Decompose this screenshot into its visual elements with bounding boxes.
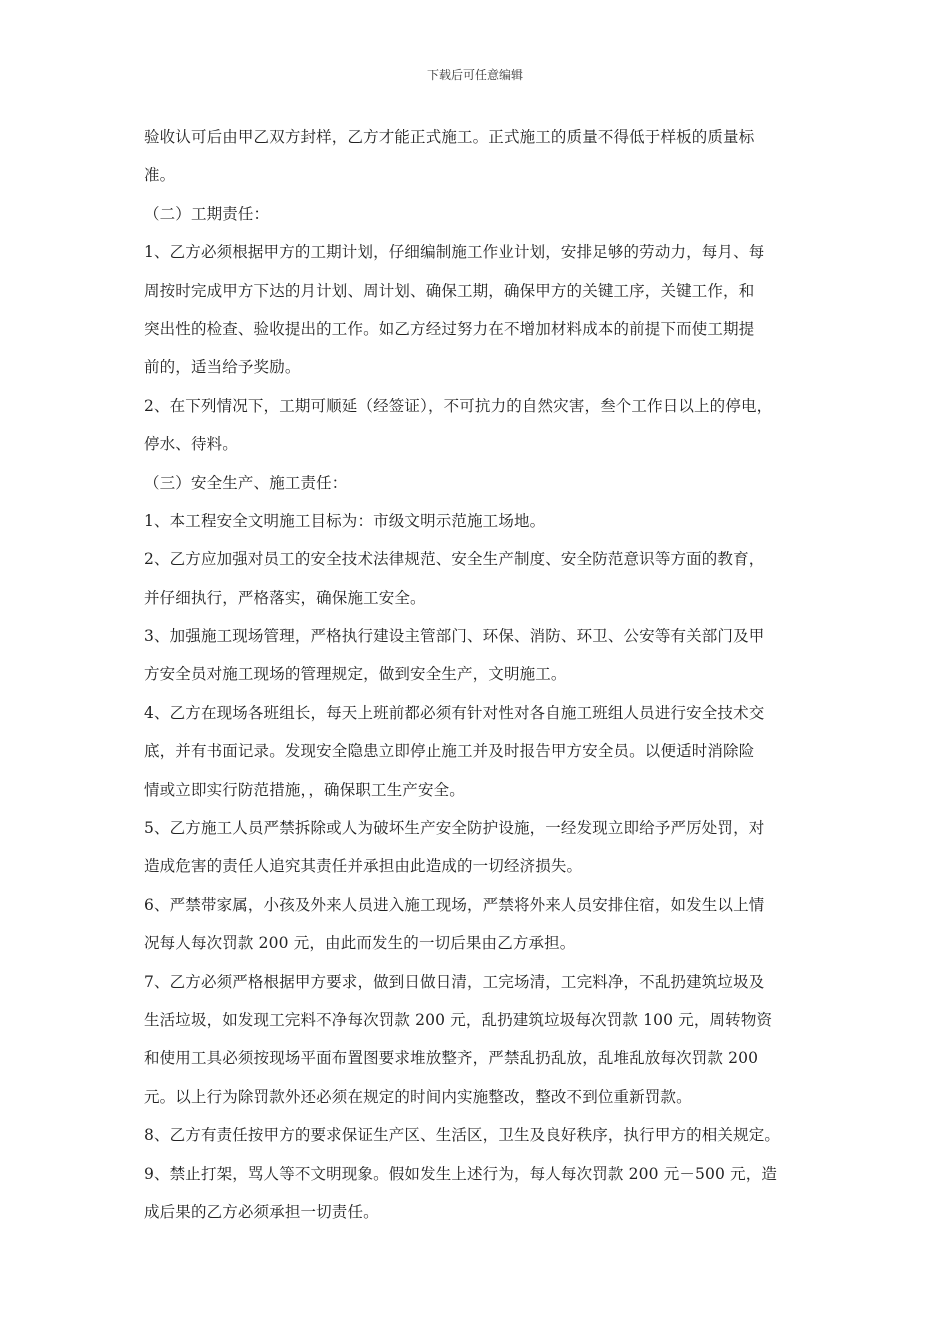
page-header: 下载后可任意编辑	[426, 68, 523, 82]
text-line: 底，并有书面记录。发现安全隐患立即停止施工并及时报告甲方安全员。以便适时消除险	[144, 742, 755, 761]
text-line: 9、禁止打架，骂人等不文明现象。假如发生上述行为，每人每次罚款 200 元－500 元，造	[144, 1164, 778, 1183]
text-line: 生活垃圾，如发现工完料不净每次罚款 200 元，乱扔建筑垃圾每次罚款 100 元，周转物资	[144, 1010, 773, 1029]
text-line: 周按时完成甲方下达的月计划、周计划、确保工期，确保甲方的关键工序，关键工作，和	[144, 281, 755, 300]
text-line: 2、在下列情况下，工期可顺延（经签证），不可抗力的自然灾害，叁个工作日以上的停电，	[144, 396, 773, 415]
text-line: 况每人每次罚款 200 元，由此而发生的一切后果由乙方承担。	[144, 934, 576, 953]
section-heading: （二）工期责任：	[144, 204, 270, 223]
text-line: 6、严禁带家属，小孩及外来人员进入施工现场，严禁将外来人员安排住宿，如发生以上情	[144, 895, 765, 914]
text-line: 1、本工程安全文明施工目标为：市级文明示范施工场地。	[144, 511, 546, 530]
text-line: 造成危害的责任人追究其责任并承担由此造成的一切经济损失。	[144, 857, 583, 876]
text-line: 验收认可后由甲乙双方封样，乙方才能正式施工。正式施工的质量不得低于样板的质量标	[144, 128, 755, 146]
text-line: 3、加强施工现场管理，严格执行建设主管部门、环保、消防、环卫、公安等有关部门及甲	[144, 627, 765, 646]
text-line: 2、乙方应加强对员工的安全技术法律规范、安全生产制度、安全防范意识等方面的教育，	[144, 550, 765, 569]
text-line: 和使用工具必须按现场平面布置图要求堆放整齐，严禁乱扔乱放，乱堆乱放每次罚款 200	[144, 1049, 759, 1068]
text-line: 8、乙方有责任按甲方的要求保证生产区、生活区，卫生及良好秩序，执行甲方的相关规定。	[144, 1126, 781, 1145]
document-body	[144, 118, 824, 1231]
text-line: 方安全员对施工现场的管理规定，做到安全生产，文明施工。	[144, 665, 567, 684]
text-line: 情或立即实行防范措施，，确保职工生产安全。	[144, 780, 465, 799]
text-line: 准。	[144, 166, 176, 185]
text-line: 并仔细执行，严格落实，确保施工安全。	[144, 588, 426, 607]
text-line: 4、乙方在现场各班组长，每天上班前都必须有针对性对各自施工班组人员进行安全技术交	[144, 703, 765, 722]
text-line: 1、乙方必须根据甲方的工期计划，仔细编制施工作业计划，安排足够的劳动力，每月、每	[144, 243, 765, 262]
text-line: 5、乙方施工人员严禁拆除或人为破坏生产安全防护设施，一经发现立即给予严厉处罚，对	[144, 819, 765, 838]
text-line: 停水、待料。	[144, 435, 238, 454]
section-heading: （三）安全生产、施工责任：	[144, 473, 348, 492]
text-line: 前的，适当给予奖励。	[144, 358, 301, 377]
text-line: 7、乙方必须严格根据甲方要求，做到日做日清，工完场清，工完料净，不乱扔建筑垃圾及	[144, 972, 765, 991]
text-line: 突出性的检查、验收提出的工作。如乙方经过努力在不增加材料成本的前提下而使工期提	[144, 319, 755, 338]
text-line: 成后果的乙方必须承担一切责任。	[144, 1202, 379, 1221]
text-line: 元。以上行为除罚款外还必须在规定的时间内实施整改，整改不到位重新罚款。	[144, 1087, 692, 1106]
